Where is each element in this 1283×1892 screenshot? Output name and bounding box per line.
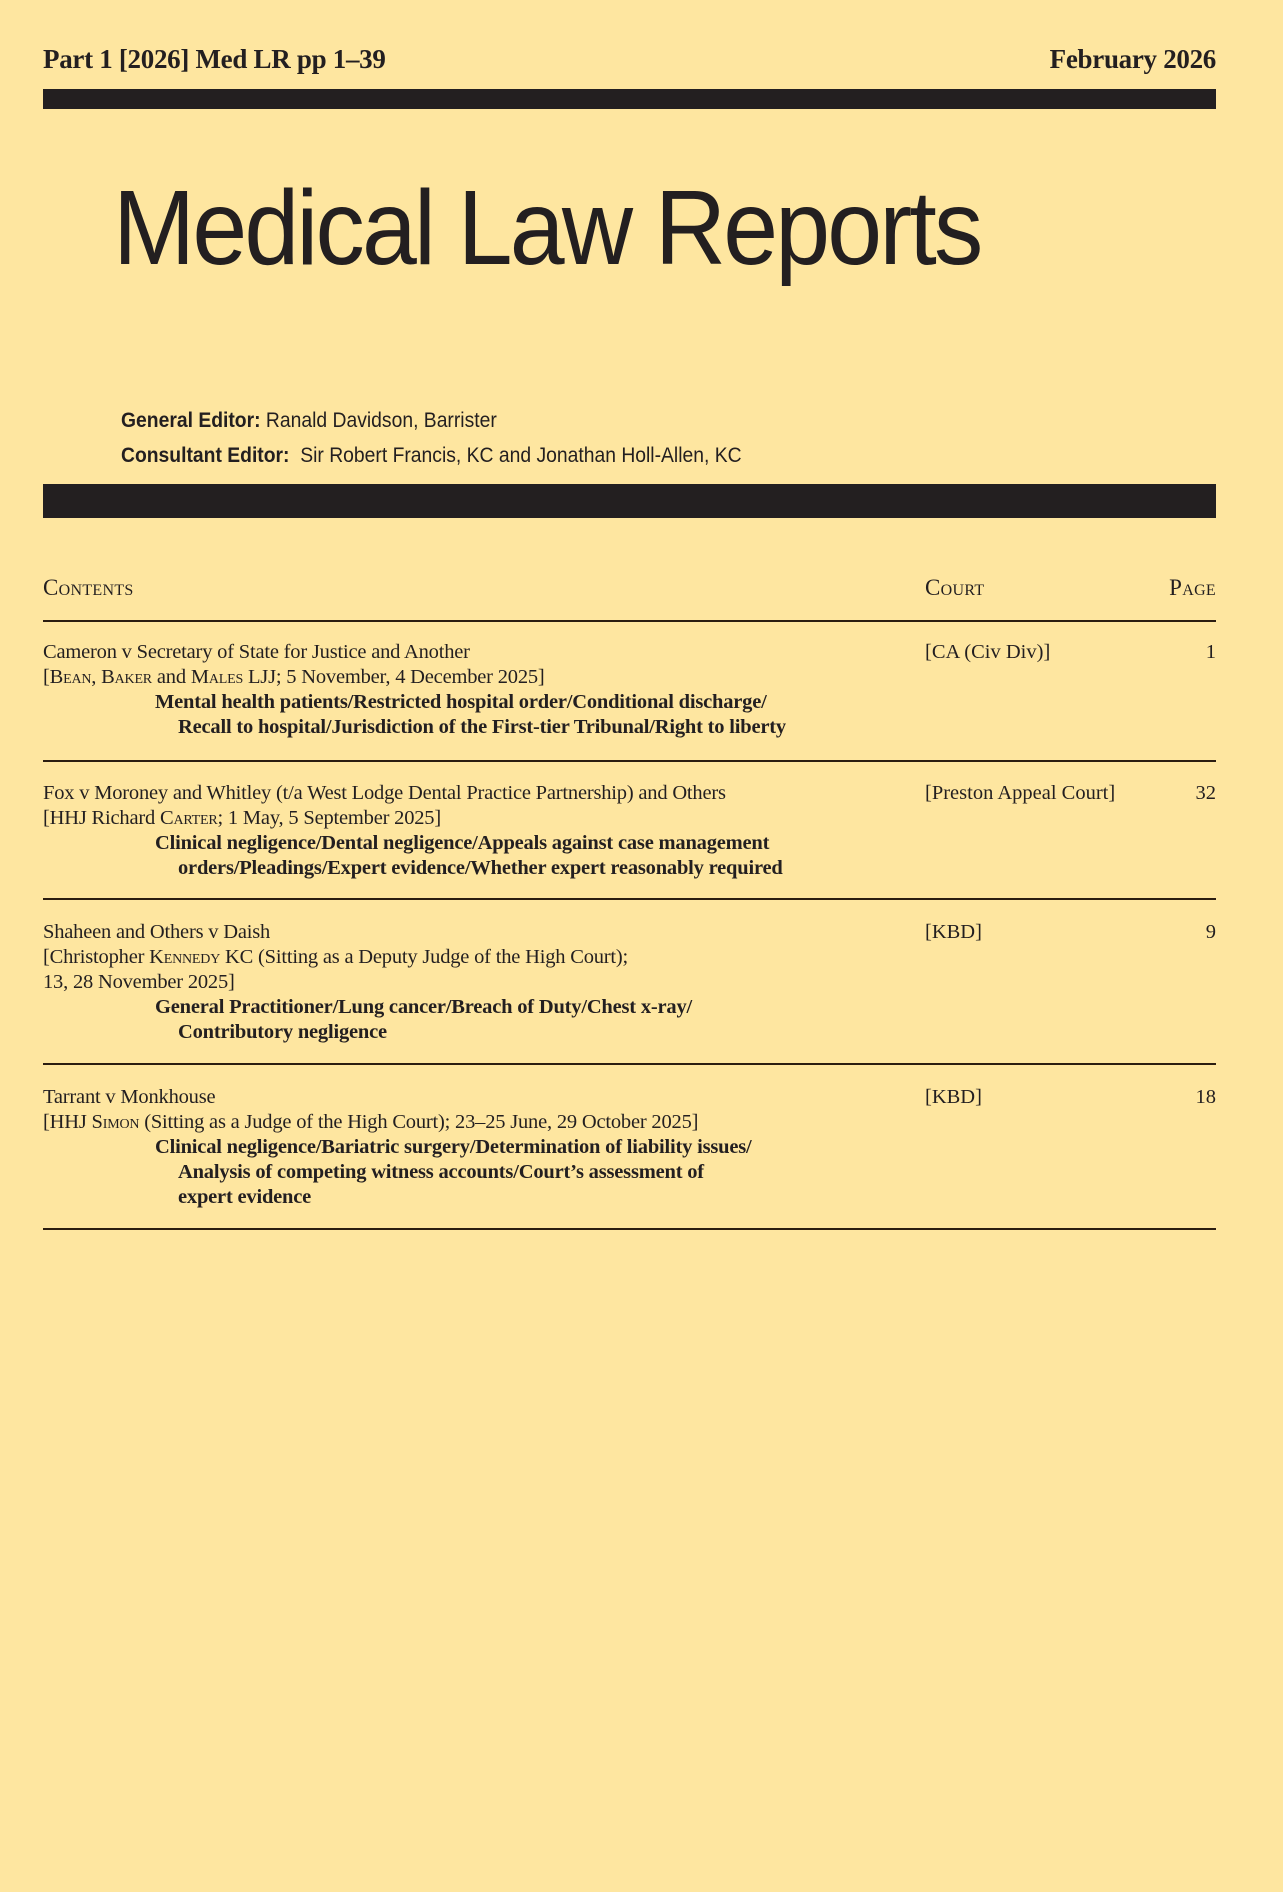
contents-entry[interactable] xyxy=(43,920,1216,1045)
case-judges xyxy=(43,665,1216,690)
general-editor-name: Ranald Davidson, Barrister xyxy=(260,409,497,432)
judges-text: [Christopher xyxy=(43,946,150,968)
case-title[interactable]: Cameron v Secretary of State for Justice and Another xyxy=(43,641,470,663)
keyword-line: Clinical negligence/Bariatric surgery/Determination of liability issues/ xyxy=(155,1136,752,1158)
case-keywords xyxy=(155,995,1216,1045)
judge-name: Baker xyxy=(101,666,152,688)
consultant-editor-label: Consultant Editor: xyxy=(121,444,290,467)
court-column-header: Court xyxy=(925,575,985,600)
general-editor-label: General Editor: xyxy=(121,409,261,432)
case-title[interactable]: Tarrant v Monkhouse xyxy=(43,1086,216,1108)
case-court: [KBD] xyxy=(925,1086,982,1108)
case-judges xyxy=(43,806,1216,831)
contents-bottom-rule xyxy=(43,1228,1216,1230)
entry-divider-rule xyxy=(43,898,1216,900)
journal-title: Medical Law Reports xyxy=(113,169,981,287)
judges-text: [HHJ Richard xyxy=(43,807,160,829)
case-keywords xyxy=(155,1135,1216,1210)
judges-text: ; 1 May, 5 September 2025] xyxy=(217,807,441,829)
judges-text: [ xyxy=(43,666,50,688)
contents-entry[interactable] xyxy=(43,640,1216,740)
keyword-line: Contributory negligence xyxy=(178,1021,387,1043)
case-title[interactable]: Fox v Moroney and Whitley (t/a West Lodge Dental Practice Partnership) and Others xyxy=(43,782,726,804)
entry-divider-rule xyxy=(43,1063,1216,1065)
case-title[interactable]: Shaheen and Others v Daish xyxy=(43,921,271,943)
keyword-line: expert evidence xyxy=(178,1186,312,1208)
middle-divider-bar xyxy=(43,484,1216,518)
contents-entry[interactable] xyxy=(43,1085,1216,1210)
entry-divider-rule xyxy=(43,760,1216,762)
contents-header-rule xyxy=(43,620,1216,622)
judge-name: Males xyxy=(190,666,244,688)
issue-date: February 2026 xyxy=(1049,44,1216,74)
keyword-line: Analysis of competing witness accounts/Court’s assessment of xyxy=(178,1161,704,1183)
judges-text: and xyxy=(151,666,191,688)
judge-name: Bean xyxy=(49,666,92,688)
judge-name: Kennedy xyxy=(149,946,221,968)
judges-text: LJJ; 5 November, 4 December 2025] xyxy=(243,666,545,688)
contents-entry[interactable] xyxy=(43,781,1216,881)
consultant-editor xyxy=(121,443,742,469)
case-judges xyxy=(43,945,1216,970)
case-keywords xyxy=(155,831,1216,881)
case-keywords xyxy=(155,690,1216,740)
keyword-line: Mental health patients/Restricted hospital order/Conditional discharge/ xyxy=(155,691,767,713)
consultant-editor-names: Sir Robert Francis, KC and Jonathan Holl-Allen, KC xyxy=(289,444,742,467)
case-court: [CA (Civ Div)] xyxy=(925,641,1051,663)
case-court: [KBD] xyxy=(925,921,982,943)
judges-text: KC (Sitting as a Deputy Judge of the High Court); xyxy=(220,946,629,968)
judges-text: , xyxy=(91,666,102,688)
case-judges xyxy=(43,1110,1216,1135)
judge-name: Carter xyxy=(159,807,218,829)
case-page-number[interactable]: 18 xyxy=(1195,1086,1216,1108)
case-judges-dates: 13, 28 November 2025] xyxy=(43,971,235,993)
case-page-number[interactable]: 32 xyxy=(1195,782,1216,804)
case-court: [Preston Appeal Court] xyxy=(925,782,1116,804)
judges-text: (Sitting as a Judge of the High Court); 23–25 June, 29 October 2025] xyxy=(139,1111,699,1133)
case-page-number[interactable]: 1 xyxy=(1205,641,1216,663)
keyword-line: Recall to hospital/Jurisdiction of the First-tier Tribunal/Right to liberty xyxy=(178,716,786,738)
case-page-number[interactable]: 9 xyxy=(1205,921,1216,943)
page-column-header: Page xyxy=(1169,575,1216,600)
top-divider-bar xyxy=(43,89,1216,109)
keyword-line: orders/Pleadings/Expert evidence/Whether expert reasonably required xyxy=(178,857,783,879)
judges-text: [HHJ xyxy=(43,1111,92,1133)
general-editor xyxy=(121,408,497,434)
issue-reference: Part 1 [2026] Med LR pp 1–39 xyxy=(43,44,386,74)
keyword-line: Clinical negligence/Dental negligence/Appeals against case management xyxy=(155,832,770,854)
contents-column-header: Contents xyxy=(43,575,134,600)
judge-name: Simon xyxy=(91,1111,140,1133)
keyword-line: General Practitioner/Lung cancer/Breach of Duty/Chest x-ray/ xyxy=(155,996,693,1018)
